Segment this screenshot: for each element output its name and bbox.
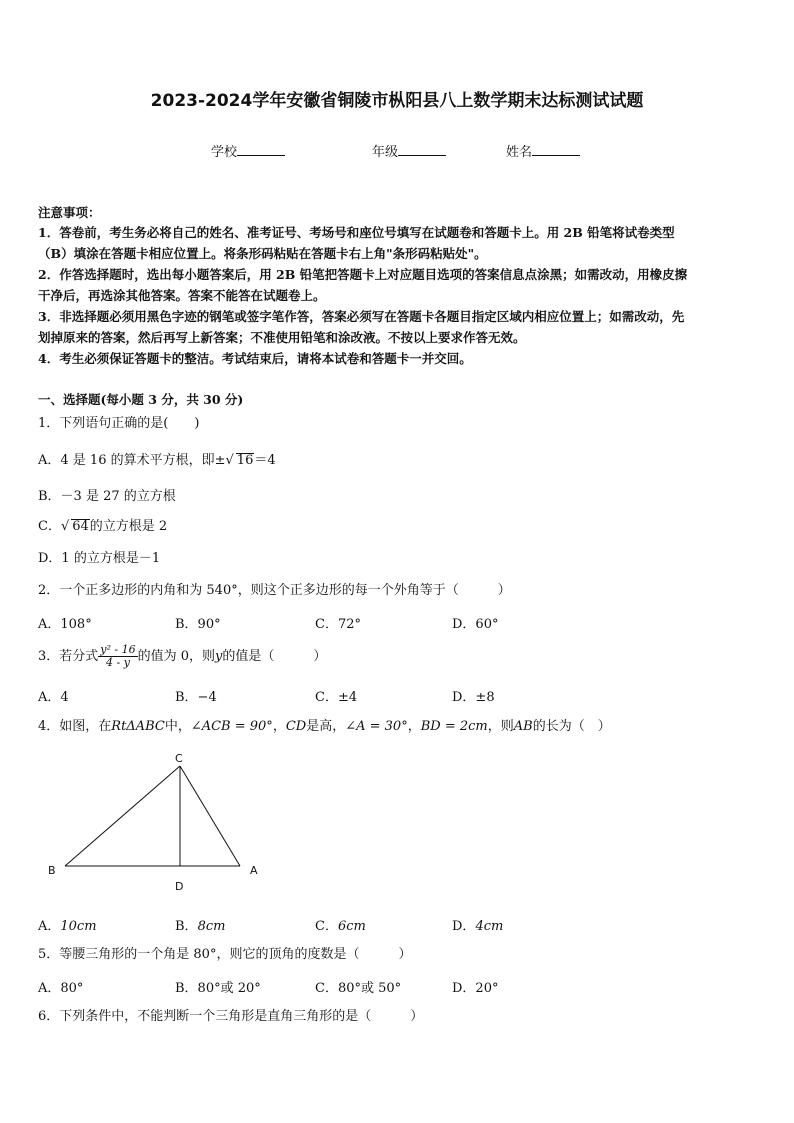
q5-option-b: B．80°或 20° xyxy=(175,981,261,996)
label-c: C xyxy=(175,752,183,765)
page-title: 2023-2024学年安徽省铜陵市枞阳县八上数学期末达标测试试题 xyxy=(150,91,644,111)
q1-option-c: C．√ 64的立方根是 2 xyxy=(38,519,168,534)
radicand: 64 xyxy=(72,519,89,534)
side-ca xyxy=(180,766,240,866)
notes-line: （B）填涂在答题卡相应位置上。将条形码粘贴在答题卡右上角"条形码粘贴处"。 xyxy=(38,246,487,261)
notes-heading: 注意事项： xyxy=(38,205,101,220)
radicand: 16 xyxy=(236,453,254,468)
q1-option-d: D．1 的立方根是－1 xyxy=(38,551,161,566)
grade-field xyxy=(372,141,446,160)
school-field xyxy=(211,141,285,160)
label-d: D xyxy=(175,880,184,893)
section-heading: 一、选择题(每小题 3 分，共 30 分) xyxy=(38,392,244,407)
triangle-figure xyxy=(40,750,280,900)
fraction: $\frac{\text{y² - 16}}{4 - y}$ xyxy=(100,643,136,669)
q2-option-c: C．72° xyxy=(315,617,361,632)
q5-option-d: D．20° xyxy=(452,981,499,996)
q4-option-a: A．10cm xyxy=(38,919,97,934)
sqrt-sign: √ xyxy=(60,519,70,534)
sqrt-sign: √ xyxy=(225,453,234,468)
q3-option-c: C．±4 xyxy=(315,690,358,705)
q4-option-b: B．8cm xyxy=(175,919,226,934)
q4-option-c: C．6cm xyxy=(315,919,366,934)
q3-option-b: B．−4 xyxy=(175,690,217,705)
q4-stem: 4．如图，在RtΔABC中，∠ACB = 90°，CD是高，∠A = 30°，BD = 2cm，则AB的长为（ ） xyxy=(38,719,611,734)
school-label: 学校 xyxy=(211,145,238,160)
grade-blank xyxy=(398,143,446,156)
q3-option-d: D．±8 xyxy=(452,690,495,705)
q1-option-b: B．－3 是 27 的立方根 xyxy=(38,489,176,504)
notes-line: 2．作答选择题时，选出每小题答案后，用 2B 铅笔把答题卡上对应题目选项的答案信息点涂黑；如需改动，用橡皮擦 xyxy=(38,267,688,282)
notes-line: 1．答卷前，考生务必将自己的姓名、准考证号、考场号和座位号填写在试题卷和答题卡上。用 2B 铅笔将试卷类型 xyxy=(38,225,675,240)
q3-option-a: A．4 xyxy=(38,690,69,705)
notes-line: 干净后，再选涂其他答案。答案不能答在试题卷上。 xyxy=(38,288,326,303)
side-bc xyxy=(65,766,180,866)
q3-stem: 3．若分式 $\frac{\text{y² - 16}}{4 - y}$ 的值为 0，则y的值是（ ） xyxy=(38,643,327,669)
notes-line: 划掉原来的答案，然后再写上新答案；不准使用铅笔和涂改液。不按以上要求作答无效。 xyxy=(38,330,526,345)
q1-stem: 1．下列语句正确的是( ) xyxy=(38,416,200,431)
q2-stem: 2．一个正多边形的内角和为 540°，则这个正多边形的每一个外角等于（ ） xyxy=(38,583,511,598)
q4-option-d: D．4cm xyxy=(452,919,504,934)
label-b: B xyxy=(48,864,56,877)
q2-option-a: A．108° xyxy=(38,617,92,632)
q5-stem: 5．等腰三角形的一个角是 80°，则它的顶角的度数是（ ） xyxy=(38,947,412,962)
notes-line: 4．考生必须保证答题卡的整洁。考试结束后，请将本试卷和答题卡一并交回。 xyxy=(38,351,472,366)
label-a: A xyxy=(250,864,258,877)
q2-option-d: D．60° xyxy=(452,617,499,632)
q2-option-b: B．90° xyxy=(175,617,221,632)
grade-label: 年级 xyxy=(372,145,399,160)
name-field xyxy=(506,141,580,160)
name-label: 姓名 xyxy=(506,145,533,160)
q6-stem: 6．下列条件中，不能判断一个三角形是直角三角形的是（ ） xyxy=(38,1009,424,1024)
q1-option-a: A．4 是 16 的算术平方根，即±√ 16＝4 xyxy=(38,453,276,468)
q5-option-c: C．80°或 50° xyxy=(315,981,402,996)
notes-line: 3．非选择题必须用黑色字迹的钢笔或签字笔作答，答案必须写在答题卡各题目指定区域内相应位置上；如需改动，先 xyxy=(38,309,685,324)
school-blank xyxy=(237,143,285,156)
name-blank xyxy=(532,143,580,156)
q5-option-a: A．80° xyxy=(38,981,84,996)
